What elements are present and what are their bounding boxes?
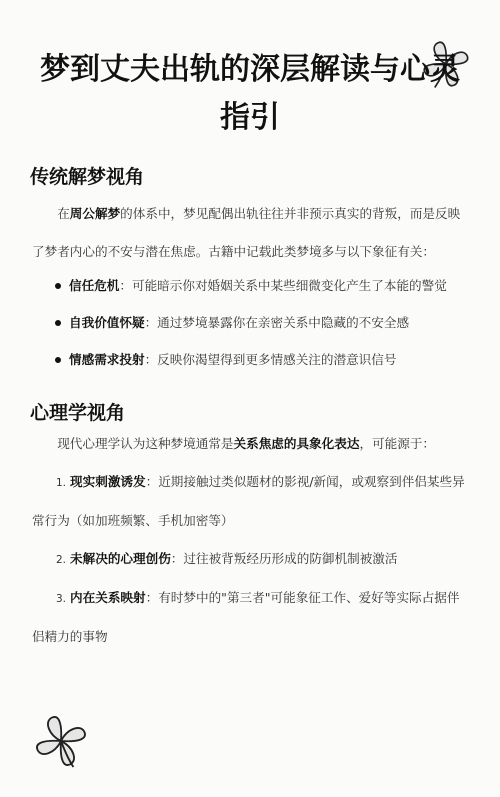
list-item-label: 情感需求投射 (69, 352, 145, 367)
list-item (32, 579, 472, 656)
list-item-label: 现实刺激诱发 (70, 474, 146, 489)
list-item-text: ：通过梦境暴露你在亲密关系中隐藏的不安全感 (144, 315, 410, 330)
list-item (55, 352, 475, 389)
intro-text: 在 (57, 206, 70, 221)
traditional-intro-paragraph (32, 195, 472, 271)
list-item-label: 信任危机 (69, 278, 120, 293)
section-heading-psychology: 心理学视角 (30, 402, 126, 424)
list-item (55, 315, 475, 352)
list-item-label: 自我价值怀疑 (69, 315, 145, 330)
list-item-text: ：有时梦中的"第三者"可能象征工作、爱好等实际占据伴侣精力的事物 (32, 590, 460, 644)
page-title: 梦到丈夫出轨的深层解读与心灵指引 (40, 52, 460, 135)
intro-text: ，可能源于： (359, 436, 435, 451)
list-item-number: 2. (56, 554, 67, 566)
list-item-text: ：可能暗示你对婚姻关系中某些细微变化产生了本能的警觉 (119, 278, 447, 293)
list-item (32, 540, 472, 579)
list-item-text: ：过往被背叛经历形成的防御机制被激活 (170, 551, 398, 566)
list-item-label: 内在关系映射 (70, 590, 146, 605)
section-heading-traditional: 传统解梦视角 (30, 166, 145, 188)
list-item-label: 未解决的心理创伤 (70, 551, 171, 566)
list-item-text: ：近期接触过类似题材的影视/新闻，或观察到伴侣某些异常行为（如加班频繁、手机加密等） (32, 474, 465, 528)
intro-bold-term: 周公解梦 (69, 206, 121, 221)
list-item-number: 1. (56, 477, 67, 489)
list-item (32, 463, 472, 540)
intro-text: 的体系中，梦见配偶出轨往往并非预示真实的背叛，而是反映了梦者内心的不安与潜在焦虑。古籍中记载此类梦境多与以下象征有关： (32, 206, 461, 259)
intro-bold-term: 关系焦虑的具象化表达 (233, 436, 360, 451)
list-item-text: ：反映你渴望得到更多情感关注的潜意识信号 (144, 352, 397, 367)
list-item-number: 3. (56, 593, 67, 605)
list-item (55, 278, 475, 315)
four-leaf-clover-icon (30, 710, 92, 772)
traditional-symbol-list (55, 278, 475, 389)
psychology-cause-list (32, 463, 472, 656)
psychology-intro-paragraph (32, 425, 472, 463)
intro-text: 现代心理学认为这种梦境通常是 (57, 436, 234, 451)
